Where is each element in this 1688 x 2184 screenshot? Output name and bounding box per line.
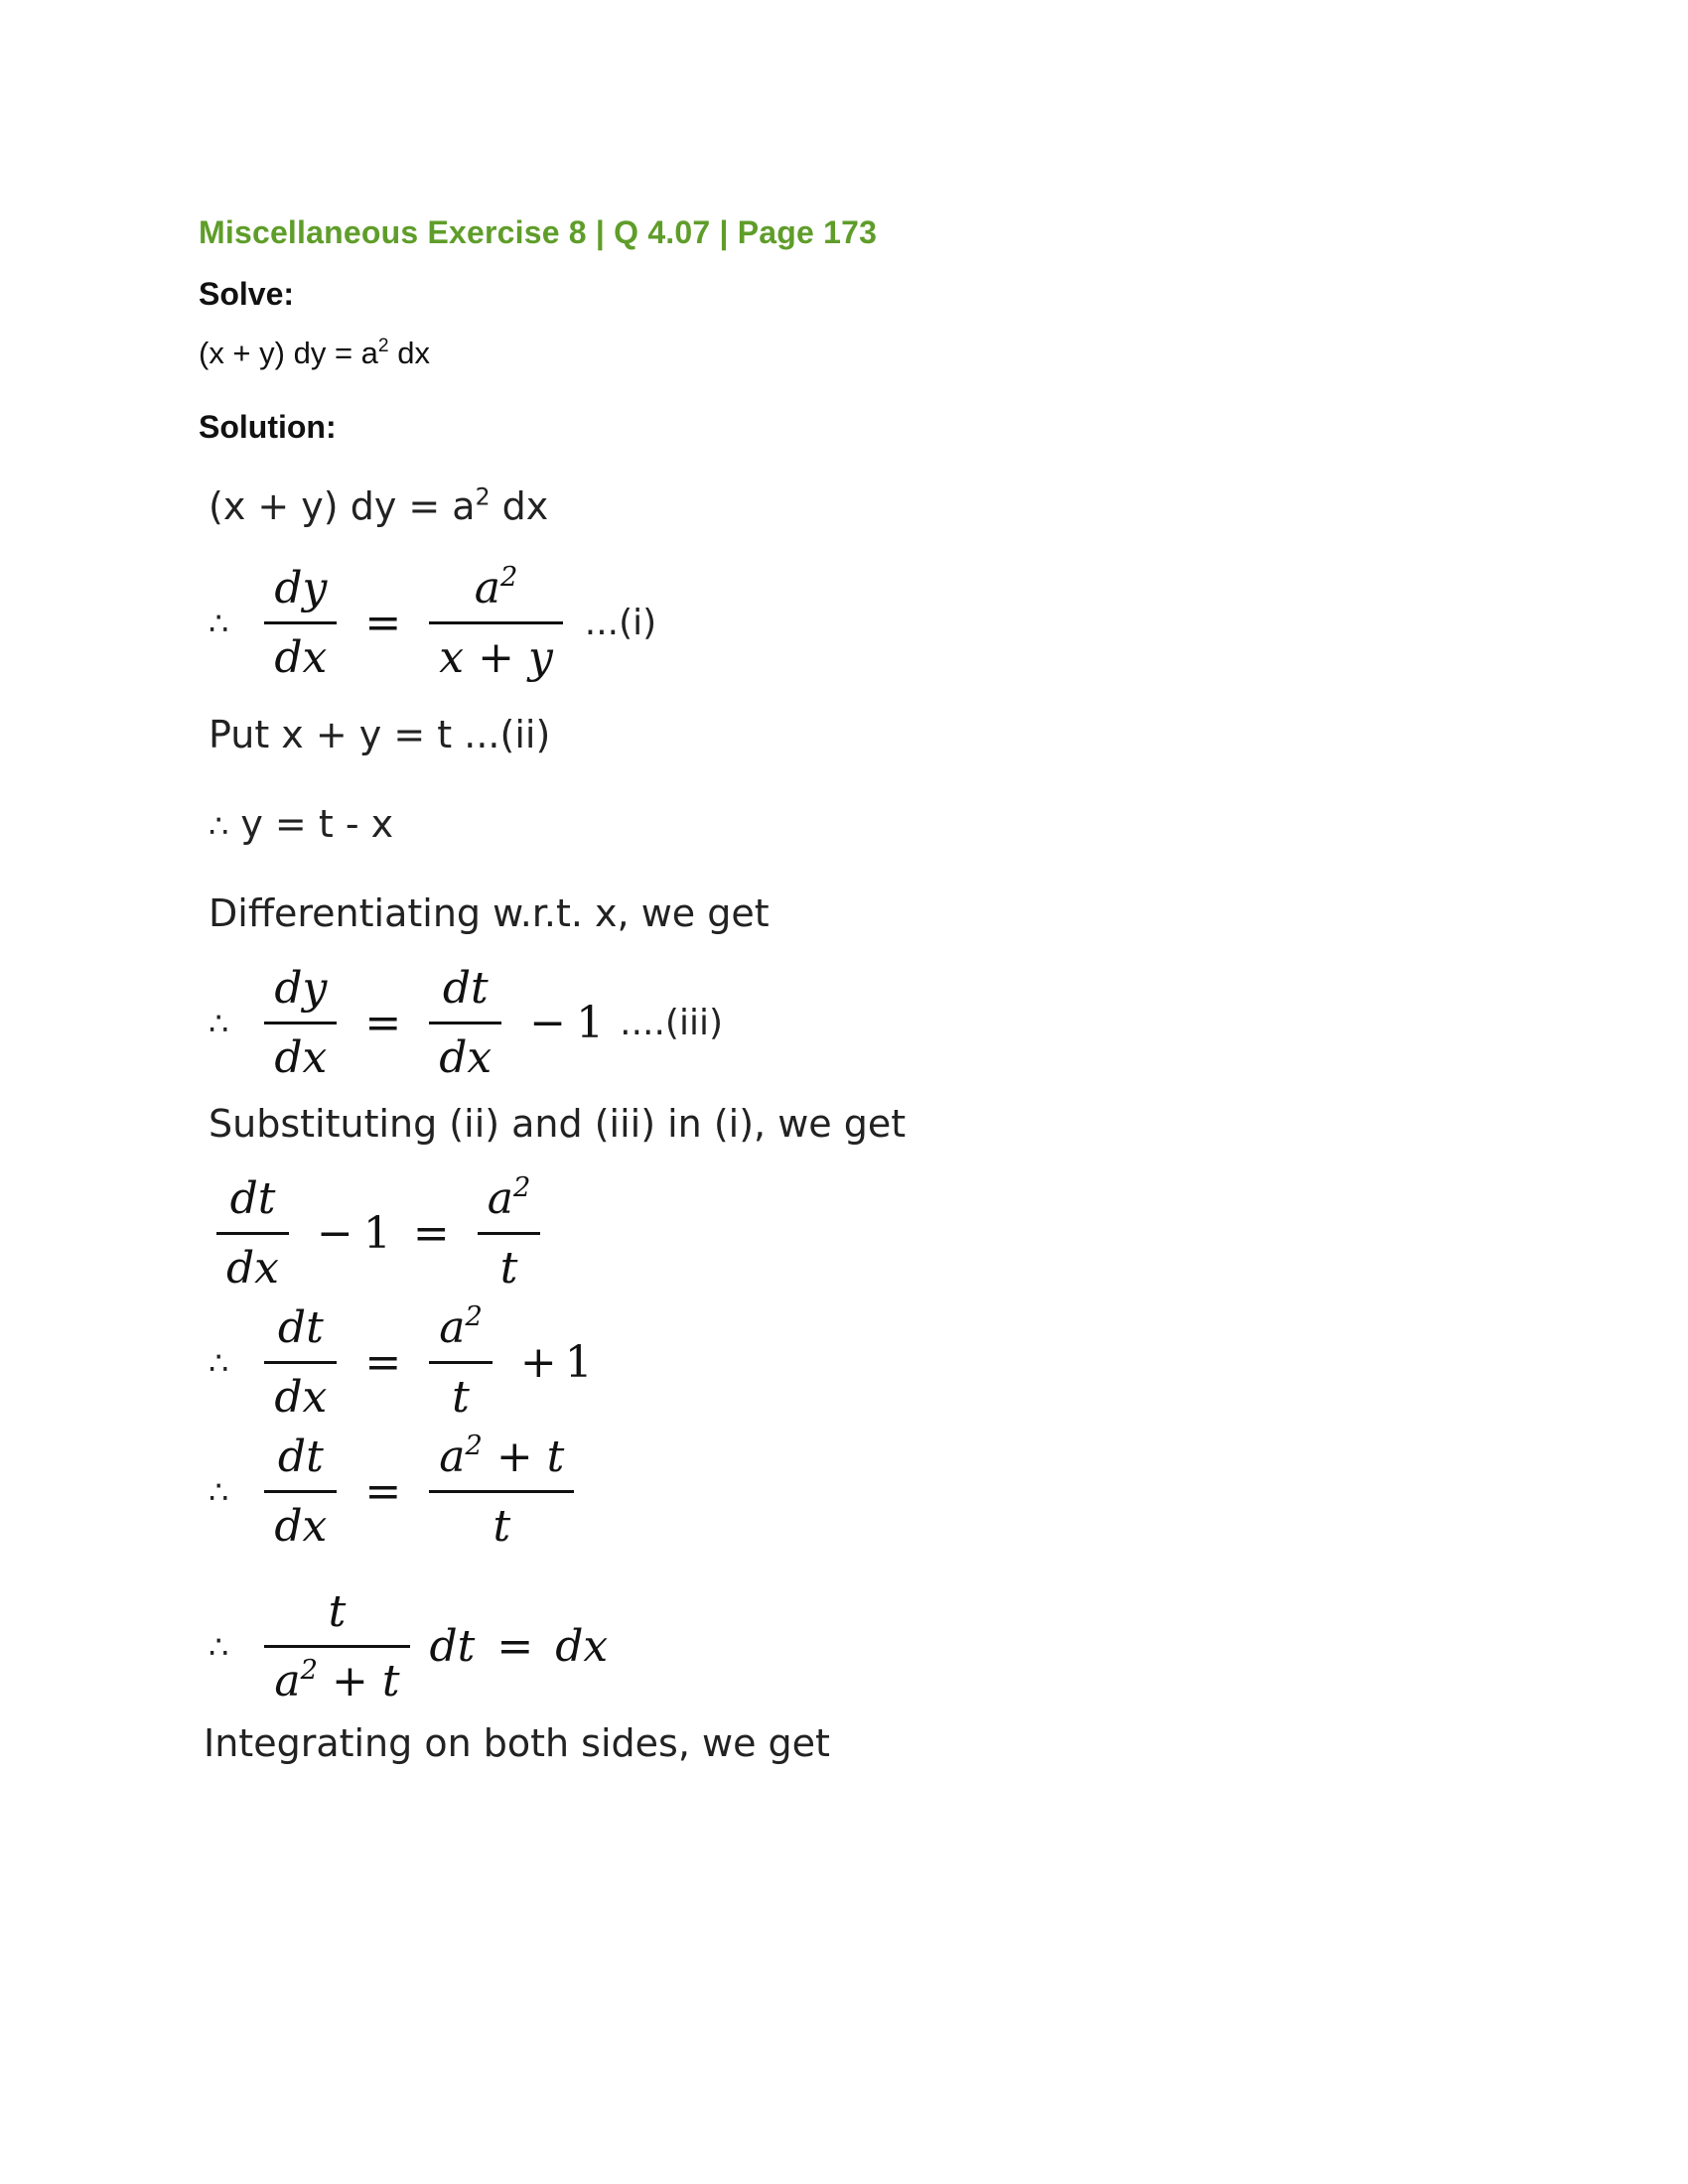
therefore-symbol: ∴ [209, 1627, 229, 1666]
fraction-bar [429, 1490, 574, 1493]
equals-sign: = [364, 998, 402, 1048]
equation-i [209, 561, 656, 685]
constant-one: 1 [362, 1208, 391, 1259]
problem-exponent: 2 [377, 336, 389, 357]
equation-tag-i: ...(i) [584, 603, 657, 643]
numerator: dt [277, 1432, 324, 1482]
numerator: $a^2 + t$ [439, 1431, 565, 1482]
problem-text: (x + y) dy = a [199, 336, 378, 370]
equals-sign: = [364, 1337, 402, 1388]
fraction-dt-dx [429, 961, 501, 1085]
fraction-dy-dx [264, 961, 337, 1085]
fraction-dt-dx [264, 1300, 337, 1425]
minus-sign: − [529, 998, 567, 1048]
numerator: dy [274, 563, 328, 614]
equation-step-2 [209, 1300, 593, 1425]
fraction-bar [429, 1361, 492, 1364]
fraction-bar [429, 1022, 501, 1024]
line-1-text: (x + y) dy = a [209, 484, 476, 528]
fraction-bar [264, 1490, 337, 1493]
therefore-symbol: ∴ [209, 1343, 229, 1382]
equals-sign: = [364, 598, 402, 648]
fraction-bar [429, 621, 563, 624]
fraction-bar [216, 1232, 289, 1235]
y-equals-text: y = t - x [240, 802, 394, 846]
numerator: $a^2$ [439, 1301, 483, 1353]
line-1-suffix: dx [490, 484, 549, 528]
numerator: t [328, 1586, 347, 1637]
solve-label: Solve: [199, 276, 295, 312]
denominator: dx [274, 1372, 328, 1423]
therefore-symbol: ∴ [209, 1004, 229, 1042]
solution-line-1 [209, 484, 548, 528]
equals-sign: = [496, 1621, 534, 1672]
fraction-dy-dx [264, 561, 337, 685]
constant-one: 1 [564, 1337, 593, 1388]
integrating-text: Integrating on both sides, we get [204, 1721, 830, 1765]
denominator: dx [439, 1032, 492, 1083]
line-1-exponent: 2 [475, 482, 491, 511]
minus-sign: − [316, 1208, 353, 1259]
denominator: t [499, 1243, 518, 1294]
equation-tag-iii: ....(iii) [620, 1003, 723, 1043]
denominator: dx [274, 1501, 328, 1552]
therefore-symbol: ∴ [209, 604, 229, 642]
denominator: dx [274, 632, 328, 683]
equation-step-1 [211, 1171, 546, 1296]
fraction-bar [264, 1361, 337, 1364]
fraction-a2-over-t [429, 1300, 492, 1425]
therefore-symbol: ∴ [209, 1472, 229, 1511]
numerator: $a^2$ [487, 1172, 531, 1224]
fraction-t-over-a2-plus-t [264, 1584, 409, 1708]
equation-iii [209, 961, 723, 1085]
fraction-a2-over-x-plus-y [429, 561, 563, 685]
equation-step-4 [209, 1584, 608, 1708]
solution-label: Solution: [199, 409, 337, 445]
exercise-heading: Miscellaneous Exercise 8 | Q 4.07 | Page 173 [199, 214, 878, 250]
differentiating-text: Differentiating w.r.t. x, we get [209, 891, 770, 935]
differential-dt: dt [429, 1621, 476, 1672]
put-substitution: Put x + y = t ...(ii) [209, 713, 551, 756]
fraction-a2-plus-t-over-t [429, 1430, 574, 1554]
denominator: t [452, 1372, 470, 1423]
equation-step-3 [209, 1430, 580, 1554]
substituting-text: Substituting (ii) and (iii) in (i), we get [209, 1102, 907, 1146]
problem-suffix: dx [388, 336, 430, 370]
differential-dx: dx [555, 1621, 609, 1672]
fraction-a2-over-t [478, 1171, 541, 1296]
numerator: dy [274, 963, 328, 1014]
numerator: dt [442, 963, 489, 1014]
denominator: dx [226, 1243, 279, 1294]
plus-sign: + [519, 1337, 557, 1388]
denominator: $a^2 + t$ [274, 1655, 400, 1706]
fraction-bar [264, 621, 337, 624]
denominator: x + y [439, 632, 553, 683]
numerator: $a^2$ [474, 562, 518, 614]
denominator: dx [274, 1032, 328, 1083]
constant-one: 1 [576, 998, 605, 1048]
fraction-bar [264, 1022, 337, 1024]
problem-statement [199, 336, 430, 371]
denominator: t [492, 1501, 511, 1552]
fraction-bar [264, 1645, 409, 1648]
numerator: dt [277, 1302, 324, 1353]
fraction-bar [478, 1232, 541, 1235]
numerator: dt [229, 1173, 276, 1224]
equals-sign: = [412, 1208, 450, 1259]
therefore-symbol: ∴ [209, 807, 229, 845]
fraction-dt-dx [216, 1171, 289, 1296]
y-equals-line [209, 802, 393, 846]
equals-sign: = [364, 1466, 402, 1517]
fraction-dt-dx [264, 1430, 337, 1554]
